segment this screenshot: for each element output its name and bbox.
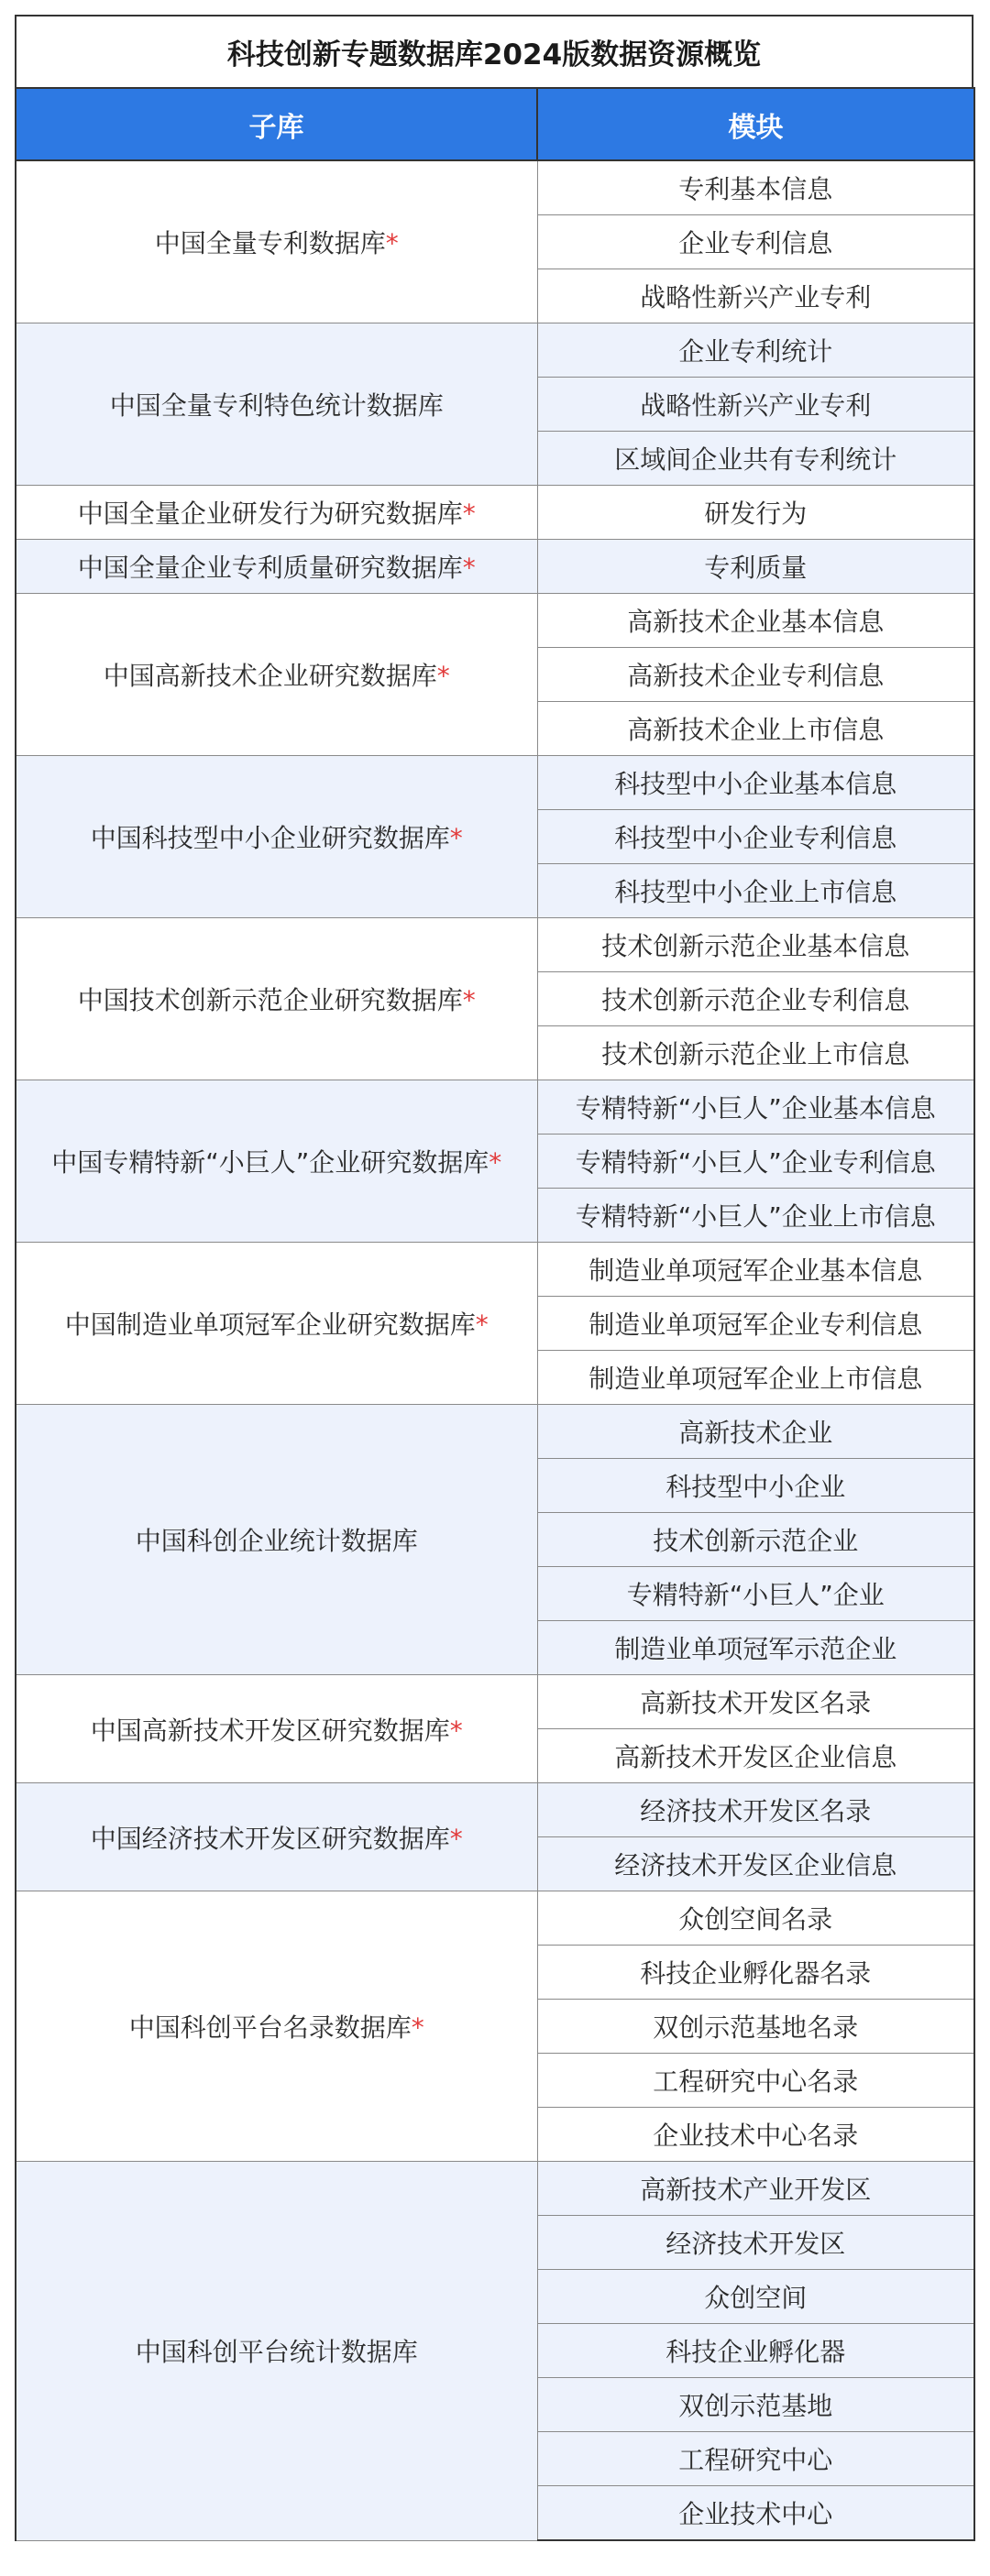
module-cell: 战略性新兴产业专利 bbox=[537, 378, 974, 432]
sub-library-cell bbox=[16, 1405, 537, 1675]
table-title: 科技创新专题数据库2024版数据资源概览 bbox=[15, 15, 974, 87]
module-cell: 企业专利统计 bbox=[537, 323, 974, 378]
sub-library-name: 中国技术创新示范企业研究数据库 bbox=[77, 985, 463, 1015]
sub-library-name: 中国科创平台统计数据库 bbox=[135, 2337, 418, 2368]
sub-library-name: 中国制造业单项冠军企业研究数据库 bbox=[64, 1310, 476, 1340]
table-body bbox=[16, 160, 974, 2540]
table-row bbox=[16, 160, 974, 215]
module-cell: 高新技术开发区名录 bbox=[537, 1675, 974, 1729]
module-cell: 企业专利信息 bbox=[537, 215, 974, 269]
table-row bbox=[16, 1243, 974, 1297]
asterisk-mark: * bbox=[449, 1823, 463, 1854]
table-row bbox=[16, 756, 974, 810]
sub-library-cell bbox=[16, 1243, 537, 1405]
sub-library-name: 中国全量企业专利质量研究数据库 bbox=[77, 553, 463, 583]
sub-library-cell bbox=[16, 1080, 537, 1243]
module-cell: 企业技术中心 bbox=[537, 2486, 974, 2541]
sub-library-name: 中国全量专利数据库 bbox=[154, 228, 386, 258]
sub-library-name: 中国科创企业统计数据库 bbox=[135, 1526, 418, 1556]
sub-library-cell bbox=[16, 160, 537, 323]
module-cell: 科技型中小企业 bbox=[537, 1459, 974, 1513]
module-cell: 众创空间名录 bbox=[537, 1891, 974, 1946]
module-cell: 工程研究中心 bbox=[537, 2432, 974, 2486]
module-cell: 高新技术企业基本信息 bbox=[537, 594, 974, 648]
module-cell: 专利质量 bbox=[537, 540, 974, 594]
module-cell: 专精特新“小巨人”企业 bbox=[537, 1567, 974, 1621]
sub-library-cell bbox=[16, 1891, 537, 2162]
module-cell: 制造业单项冠军企业专利信息 bbox=[537, 1297, 974, 1351]
sub-library-cell bbox=[16, 323, 537, 486]
sub-library-cell bbox=[16, 918, 537, 1080]
module-cell: 科技企业孵化器 bbox=[537, 2324, 974, 2378]
table-row bbox=[16, 1405, 974, 1459]
sub-library-cell bbox=[16, 1783, 537, 1891]
sub-library-name: 中国全量专利特色统计数据库 bbox=[109, 390, 444, 421]
module-cell: 科技型中小企业专利信息 bbox=[537, 810, 974, 864]
table-row bbox=[16, 594, 974, 648]
asterisk-mark: * bbox=[489, 1147, 502, 1178]
asterisk-mark: * bbox=[436, 661, 450, 691]
module-cell: 专精特新“小巨人”企业上市信息 bbox=[537, 1189, 974, 1243]
sub-library-cell bbox=[16, 2162, 537, 2541]
module-cell: 高新技术企业上市信息 bbox=[537, 702, 974, 756]
sub-library-cell bbox=[16, 486, 537, 540]
module-cell: 专精特新“小巨人”企业基本信息 bbox=[537, 1080, 974, 1135]
asterisk-mark: * bbox=[462, 985, 476, 1015]
sub-library-name: 中国高新技术企业研究数据库 bbox=[103, 661, 437, 691]
sub-library-cell bbox=[16, 540, 537, 594]
module-cell: 研发行为 bbox=[537, 486, 974, 540]
module-cell: 技术创新示范企业 bbox=[537, 1513, 974, 1567]
header-sub-library: 子库 bbox=[16, 88, 537, 160]
module-cell: 工程研究中心名录 bbox=[537, 2054, 974, 2108]
sub-library-cell bbox=[16, 1675, 537, 1783]
module-cell: 经济技术开发区名录 bbox=[537, 1783, 974, 1837]
module-cell: 科技型中小企业基本信息 bbox=[537, 756, 974, 810]
module-cell: 高新技术产业开发区 bbox=[537, 2162, 974, 2216]
module-cell: 经济技术开发区 bbox=[537, 2216, 974, 2270]
asterisk-mark: * bbox=[462, 553, 476, 583]
table-row bbox=[16, 2162, 974, 2216]
header-module: 模块 bbox=[537, 88, 974, 160]
asterisk-mark: * bbox=[385, 228, 399, 258]
sub-library-name: 中国科创平台名录数据库 bbox=[128, 2012, 412, 2043]
module-cell: 专精特新“小巨人”企业专利信息 bbox=[537, 1135, 974, 1189]
module-cell: 高新技术企业专利信息 bbox=[537, 648, 974, 702]
data-resource-table bbox=[15, 87, 975, 2541]
module-cell: 制造业单项冠军示范企业 bbox=[537, 1621, 974, 1675]
asterisk-mark: * bbox=[462, 499, 476, 529]
table-row bbox=[16, 540, 974, 594]
module-cell: 双创示范基地 bbox=[537, 2378, 974, 2432]
module-cell: 战略性新兴产业专利 bbox=[537, 269, 974, 323]
module-cell: 双创示范基地名录 bbox=[537, 2000, 974, 2054]
table-row bbox=[16, 1783, 974, 1837]
table-row bbox=[16, 1891, 974, 1946]
asterisk-mark: * bbox=[449, 823, 463, 853]
asterisk-mark: * bbox=[411, 2012, 424, 2043]
sub-library-name: 中国高新技术开发区研究数据库 bbox=[90, 1715, 450, 1746]
sub-library-name: 中国科技型中小企业研究数据库 bbox=[90, 823, 450, 853]
module-cell: 众创空间 bbox=[537, 2270, 974, 2324]
asterisk-mark: * bbox=[449, 1715, 463, 1746]
table-row bbox=[16, 486, 974, 540]
module-cell: 科技企业孵化器名录 bbox=[537, 1946, 974, 2000]
module-cell: 高新技术企业 bbox=[537, 1405, 974, 1459]
sub-library-cell bbox=[16, 594, 537, 756]
sub-library-name: 中国经济技术开发区研究数据库 bbox=[90, 1823, 450, 1854]
sub-library-name: 中国专精特新“小巨人”企业研究数据库 bbox=[51, 1147, 490, 1178]
module-cell: 技术创新示范企业基本信息 bbox=[537, 918, 974, 972]
sub-library-name: 中国全量企业研发行为研究数据库 bbox=[77, 499, 463, 529]
module-cell: 技术创新示范企业上市信息 bbox=[537, 1026, 974, 1080]
sub-library-cell bbox=[16, 756, 537, 918]
table-row bbox=[16, 1675, 974, 1729]
module-cell: 经济技术开发区企业信息 bbox=[537, 1837, 974, 1891]
module-cell: 区域间企业共有专利统计 bbox=[537, 432, 974, 486]
module-cell: 制造业单项冠军企业上市信息 bbox=[537, 1351, 974, 1405]
module-cell: 制造业单项冠军企业基本信息 bbox=[537, 1243, 974, 1297]
asterisk-mark: * bbox=[475, 1310, 489, 1340]
table-row bbox=[16, 1080, 974, 1135]
module-cell: 科技型中小企业上市信息 bbox=[537, 864, 974, 918]
module-cell: 技术创新示范企业专利信息 bbox=[537, 972, 974, 1026]
table-row bbox=[16, 918, 974, 972]
table-row bbox=[16, 323, 974, 378]
module-cell: 企业技术中心名录 bbox=[537, 2108, 974, 2162]
table-header-row bbox=[16, 88, 974, 160]
module-cell: 专利基本信息 bbox=[537, 160, 974, 215]
module-cell: 高新技术开发区企业信息 bbox=[537, 1729, 974, 1783]
